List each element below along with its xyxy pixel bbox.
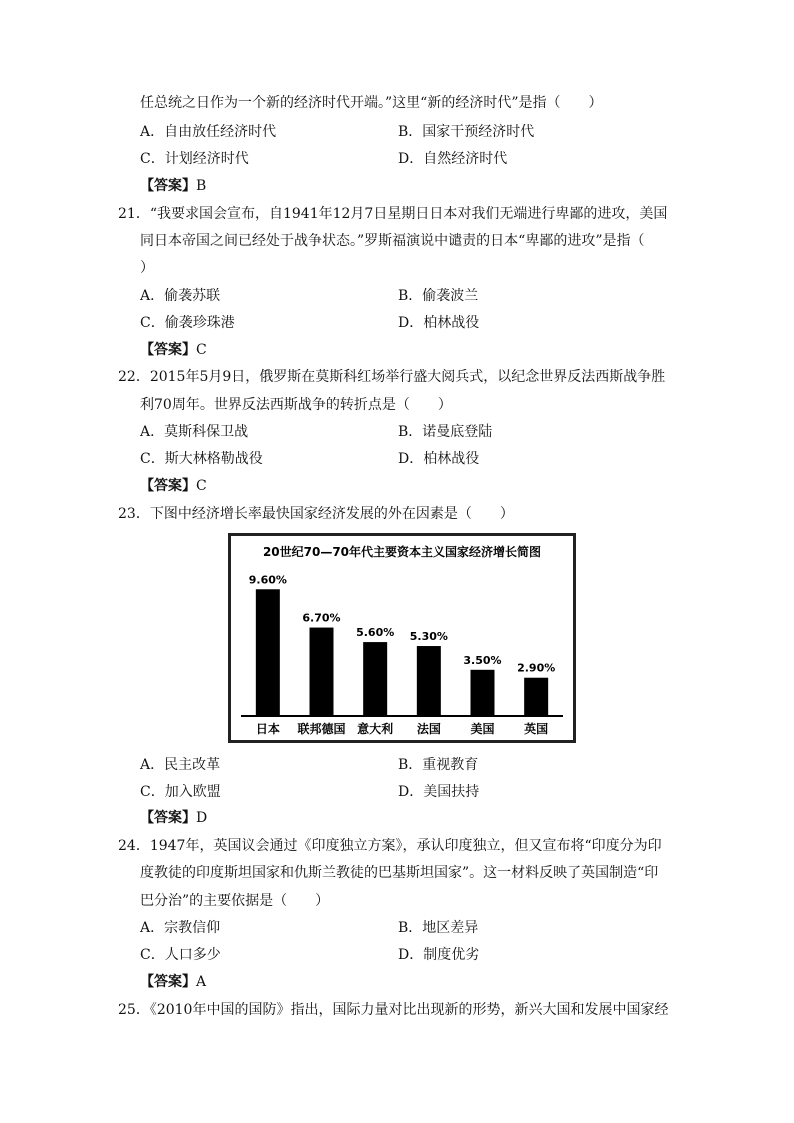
category-label: 日本: [255, 722, 280, 736]
q24-option-a: A．宗教信仰: [140, 920, 221, 936]
q23-option-a: A．民主改革: [140, 757, 221, 773]
category-label: 联邦德国: [297, 722, 346, 736]
q20-option-b: B．国家干预经济时代: [398, 124, 535, 140]
economic-growth-chart: [228, 533, 576, 743]
q23-option-c: C．加入欧盟: [140, 784, 221, 800]
q22-option-a: A．莫斯科保卫战: [140, 424, 249, 440]
q24-answer: [140, 972, 206, 992]
q23-answer: [140, 808, 207, 828]
q20-stem-line: 任总统之日作为一个新的经济时代开端。”这里“新的经济时代”是指（ ）: [140, 95, 603, 111]
answer-value: B: [196, 178, 207, 194]
bar-value-label: 2.90%: [517, 661, 556, 675]
q21-stem-line-2: 同日本帝国之间已经处于战争状态。”罗斯福演说中谴责的日本“卑鄙的进攻”是指（: [140, 233, 645, 249]
q24-option-d: D．制度优劣: [398, 947, 480, 963]
q20-option-a: A．自由放任经济时代: [140, 124, 277, 140]
answer-label: 【答案】: [140, 974, 196, 990]
chart-title: 20世纪70—70年代主要资本主义国家经济增长简图: [262, 545, 542, 559]
q24-option-c: C．人口多少: [140, 947, 221, 963]
q22-option-c: C．斯大林格勒战役: [140, 451, 263, 467]
chart-bars: [249, 573, 556, 736]
bar-2: [363, 642, 387, 716]
bar-value-label: 3.50%: [463, 653, 502, 667]
q24-stem-line-3: 巴分治”的主要依据是（ ）: [140, 893, 330, 909]
q20-option-d: D．自然经济时代: [398, 151, 508, 167]
answer-value: A: [196, 974, 207, 990]
q23-stem-line-1: 23．下图中经济增长率最快国家经济发展的外在因素是（ ）: [118, 506, 514, 522]
answer-value: D: [196, 810, 208, 826]
bar-value-label: 9.60%: [248, 573, 287, 587]
answer-value: C: [196, 342, 207, 358]
q21-option-d: D．柏林战役: [398, 315, 480, 331]
bar-0: [256, 589, 280, 716]
category-label: 意大利: [357, 722, 394, 736]
bar-1: [310, 628, 334, 716]
q22-answer: [140, 476, 207, 496]
q21-option-c: C．偷袭珍珠港: [140, 315, 235, 331]
q22-stem-line-2: 利70周年。世界反法西斯战争的转折点是（ ）: [140, 397, 452, 413]
bar-3: [417, 646, 441, 716]
q20-answer: [140, 176, 206, 196]
bar-4: [471, 670, 495, 716]
category-label: 法国: [416, 722, 441, 736]
q20-option-c: C．计划经济时代: [140, 151, 249, 167]
q21-option-b: B．偷袭波兰: [398, 288, 479, 304]
q24-option-b: B．地区差异: [398, 920, 479, 936]
q21-answer: [140, 340, 207, 360]
q21-stem-line-3: ）: [140, 260, 154, 276]
q23-option-d: D．美国扶持: [398, 784, 480, 800]
answer-label: 【答案】: [140, 342, 196, 358]
category-label: 美国: [470, 722, 495, 736]
q25-stem-line-1: 25．《2010年中国的国防》指出，国际力量对比出现新的形势，新兴大国和发展中国家经: [118, 1002, 669, 1018]
q21-option-a: A．偷袭苏联: [140, 288, 221, 304]
bar-value-label: 5.60%: [356, 626, 395, 640]
q21-stem-line-1: 21．“我要求国会宣布，自1941年12月7日星期日日本对我们无端进行卑鄙的进攻，美国: [118, 206, 668, 222]
category-label: 英国: [524, 722, 549, 736]
answer-value: C: [196, 478, 207, 494]
q24-stem-line-2: 度教徒的印度斯坦国家和仇斯兰教徒的巴基斯坦国家”。这一材料反映了英国制造“印: [140, 865, 659, 881]
answer-label: 【答案】: [140, 478, 196, 494]
bar-value-label: 6.70%: [302, 611, 341, 625]
bar-5: [524, 678, 548, 716]
q22-stem-line-1: 22．2015年5月9日，俄罗斯在莫斯科红场举行盛大阅兵式，以纪念世界反法西斯战争胜: [118, 369, 666, 385]
bar-value-label: 5.30%: [409, 630, 448, 644]
q23-option-b: B．重视教育: [398, 757, 479, 773]
q22-option-b: B．诺曼底登陆: [398, 424, 493, 440]
q22-option-d: D．柏林战役: [398, 451, 480, 467]
q24-stem-line-1: 24．1947年，英国议会通过《印度独立方案》，承认印度独立，但又宣布将“印度分为印: [118, 838, 662, 854]
answer-label: 【答案】: [140, 810, 196, 826]
answer-label: 【答案】: [140, 178, 196, 194]
chart-canvas: [231, 536, 573, 740]
